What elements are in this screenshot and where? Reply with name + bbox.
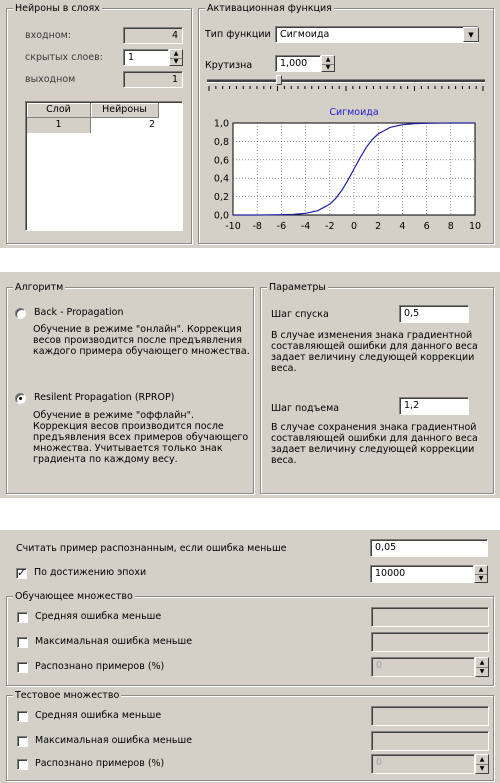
- description-line: веса.: [271, 455, 297, 466]
- layers-table-header-layer[interactable]: Слой: [27, 103, 91, 118]
- train-recognized-label[interactable]: Распознано примеров (%): [35, 661, 165, 672]
- algorithm-legend: Алгоритм: [15, 282, 64, 293]
- test-avg-error-label[interactable]: Средняя ошибка меньше: [35, 710, 162, 721]
- description-line: В случае изменения знака градиентной: [271, 330, 473, 341]
- training-set-groupbox: [6, 591, 494, 686]
- test-recognized-option[interactable]: [17, 757, 317, 773]
- algorithm-panel: [0, 272, 500, 498]
- output-layer-label: выходном: [25, 74, 76, 85]
- x-tick-label: 8: [447, 221, 454, 232]
- parameters-legend: Параметры: [269, 282, 326, 293]
- description-line: В случае сохранения знака градиентной: [271, 422, 477, 433]
- x-tick-label: -10: [225, 221, 241, 232]
- y-tick-label: 0,4: [213, 173, 229, 185]
- train-max-error-checkbox[interactable]: [17, 637, 28, 648]
- network-settings-panel: [0, 0, 500, 248]
- train-max-error-option[interactable]: [17, 635, 317, 651]
- hidden-layers-spinner[interactable]: [169, 49, 183, 66]
- description-line: градиента по каждому весу.: [33, 454, 178, 465]
- layers-table[interactable]: [25, 101, 183, 231]
- train-recognized-spinner[interactable]: [475, 657, 489, 677]
- y-tick-label: 0,2: [213, 192, 229, 204]
- test-recognized-checkbox[interactable]: [17, 759, 28, 770]
- description-line: задает величину следующей коррекции: [271, 444, 475, 455]
- description-line: Коррекция весов производится после: [33, 421, 224, 432]
- output-layer-value: 1: [123, 71, 183, 88]
- steepness-input[interactable]: 1,000: [275, 55, 321, 72]
- rprop-label[interactable]: Resilent Propagation (RPROP): [34, 392, 175, 403]
- activation-groupbox: [198, 3, 494, 244]
- description-line: каждого примера обучающего множества.: [33, 346, 250, 357]
- description-line: задает величину следующей коррекции: [271, 352, 475, 363]
- hidden-layers-input[interactable]: 1: [123, 49, 169, 66]
- spin-up-icon[interactable]: ▲: [479, 755, 485, 763]
- back-propagation-label[interactable]: Back - Propagation: [34, 307, 124, 318]
- y-tick-label: 0,6: [213, 155, 229, 167]
- epochs-spinner[interactable]: [474, 565, 488, 583]
- function-type-select[interactable]: Сигмоида: [275, 26, 479, 43]
- test-set-legend: Тестовое множество: [15, 690, 120, 701]
- train-max-error-label[interactable]: Максимальная ошибка меньше: [35, 636, 193, 647]
- slider-ticks: [207, 85, 487, 93]
- layers-table-header-neurons[interactable]: Нейроны: [91, 103, 159, 118]
- x-tick-label: 0: [350, 221, 358, 232]
- train-recognized-option[interactable]: [17, 660, 317, 676]
- train-avg-error-checkbox[interactable]: [17, 612, 28, 623]
- train-avg-error-input[interactable]: [371, 607, 489, 627]
- description-line: предъявления всех примеров обучающего: [33, 432, 249, 443]
- y-tick-label: 1,0: [213, 118, 229, 130]
- layers-table-row-layer[interactable]: 1: [27, 118, 91, 133]
- x-tick-label: 6: [423, 221, 430, 232]
- y-tick-label: 0,8: [213, 136, 229, 148]
- spin-down-icon[interactable]: ▼: [476, 667, 488, 676]
- descent-step-description: [271, 330, 478, 374]
- slider-track: [207, 79, 485, 83]
- spin-down-icon[interactable]: ▼: [322, 64, 334, 72]
- description-line: составляющей ошибки для данного веса: [271, 341, 478, 352]
- descent-step-input[interactable]: 0,5: [399, 305, 469, 323]
- x-tick-label: 4: [399, 221, 406, 232]
- rprop-radio[interactable]: [15, 393, 26, 404]
- train-max-error-input[interactable]: [371, 632, 489, 652]
- neurons-groupbox: [6, 3, 192, 244]
- chevron-down-icon[interactable]: ▼: [463, 27, 479, 42]
- train-recognized-checkbox[interactable]: [17, 662, 28, 673]
- epochs-checkbox[interactable]: ✓: [17, 568, 26, 579]
- test-recognized-spinner[interactable]: [475, 754, 489, 774]
- test-max-error-option[interactable]: [17, 734, 317, 750]
- spin-down-icon[interactable]: ▼: [476, 764, 488, 773]
- back-propagation-option[interactable]: [15, 306, 245, 322]
- back-propagation-radio[interactable]: [15, 308, 26, 319]
- description-line: Обучение в режиме "онлайн". Коррекция: [33, 324, 242, 335]
- x-tick-label: 10: [468, 221, 482, 232]
- hidden-layers-label: скрытых слоев:: [25, 52, 103, 63]
- layers-table-row-neurons[interactable]: 2: [148, 119, 155, 130]
- chart-title: Сигмоида: [329, 107, 379, 118]
- test-avg-error-input[interactable]: [371, 706, 489, 726]
- training-set-legend: Обучающее множество: [15, 591, 133, 602]
- spin-down-icon[interactable]: ▼: [475, 574, 487, 582]
- spin-up-icon[interactable]: ▲: [479, 658, 485, 666]
- description-line: составляющей ошибки для данного веса: [271, 433, 478, 444]
- x-tick-label: -4: [300, 221, 311, 232]
- description-line: множества. Учитывается только знак: [33, 443, 223, 454]
- recognized-threshold-input[interactable]: 0,05: [370, 539, 488, 557]
- algorithm-groupbox: [6, 282, 254, 494]
- description-line: веса.: [271, 363, 297, 374]
- neurons-legend: Нейроны в слоях: [15, 3, 100, 14]
- input-layer-label: входном:: [25, 30, 71, 41]
- test-avg-error-option[interactable]: [17, 709, 317, 725]
- epochs-option[interactable]: [16, 566, 316, 582]
- spin-up-icon[interactable]: ▲: [173, 49, 179, 57]
- activation-legend: Активационная функция: [207, 3, 332, 14]
- epochs-input[interactable]: 10000: [370, 565, 474, 583]
- rprop-option[interactable]: [15, 391, 245, 407]
- sigmoid-chart: [203, 103, 489, 239]
- y-tick-label: 0,0: [213, 210, 229, 222]
- input-layer-value: 4: [123, 27, 183, 44]
- function-type-label: Тип функции: [205, 29, 271, 40]
- x-tick-label: -8: [252, 221, 262, 232]
- description-line: весов производится после предъявления: [33, 335, 242, 346]
- rise-step-label: Шаг подъема: [271, 403, 340, 414]
- x-tick-label: 2: [375, 221, 382, 232]
- train-avg-error-label[interactable]: Средняя ошибка меньше: [35, 611, 162, 622]
- spin-down-icon[interactable]: ▼: [170, 58, 182, 66]
- descent-step-label: Шаг спуска: [271, 309, 329, 320]
- spin-up-icon[interactable]: ▲: [325, 55, 331, 63]
- rprop-description: [33, 410, 248, 465]
- spin-up-icon[interactable]: ▲: [478, 566, 484, 573]
- steepness-slider[interactable]: [207, 75, 487, 97]
- train-avg-error-option[interactable]: [17, 610, 317, 626]
- parameters-groupbox: [260, 282, 494, 494]
- test-max-error-input[interactable]: [371, 731, 489, 751]
- test-recognized-label[interactable]: Распознано примеров (%): [35, 758, 165, 769]
- test-max-error-label[interactable]: Максимальная ошибка меньше: [35, 735, 193, 746]
- recognized-threshold-label: Считать пример распознанным, если ошибка меньше: [16, 543, 287, 554]
- slider-thumb[interactable]: [276, 75, 282, 85]
- description-line: Обучение в режиме "оффлайн".: [33, 410, 195, 421]
- epochs-label[interactable]: По достижению эпохи: [34, 567, 147, 578]
- test-max-error-checkbox[interactable]: [17, 736, 28, 747]
- test-avg-error-checkbox[interactable]: [17, 711, 28, 722]
- test-recognized-input[interactable]: 0: [371, 754, 475, 774]
- test-set-groupbox: [6, 690, 494, 781]
- rise-step-input[interactable]: 1,2: [399, 397, 469, 415]
- steepness-label: Крутизна: [205, 60, 253, 71]
- rise-step-description: [271, 422, 478, 466]
- train-recognized-input[interactable]: 0: [371, 657, 475, 677]
- x-tick-label: -6: [276, 221, 287, 232]
- x-tick-label: -2: [325, 221, 335, 232]
- stop-criteria-panel: [0, 530, 500, 783]
- steepness-spinner[interactable]: [321, 55, 335, 72]
- back-propagation-description: [33, 324, 250, 357]
